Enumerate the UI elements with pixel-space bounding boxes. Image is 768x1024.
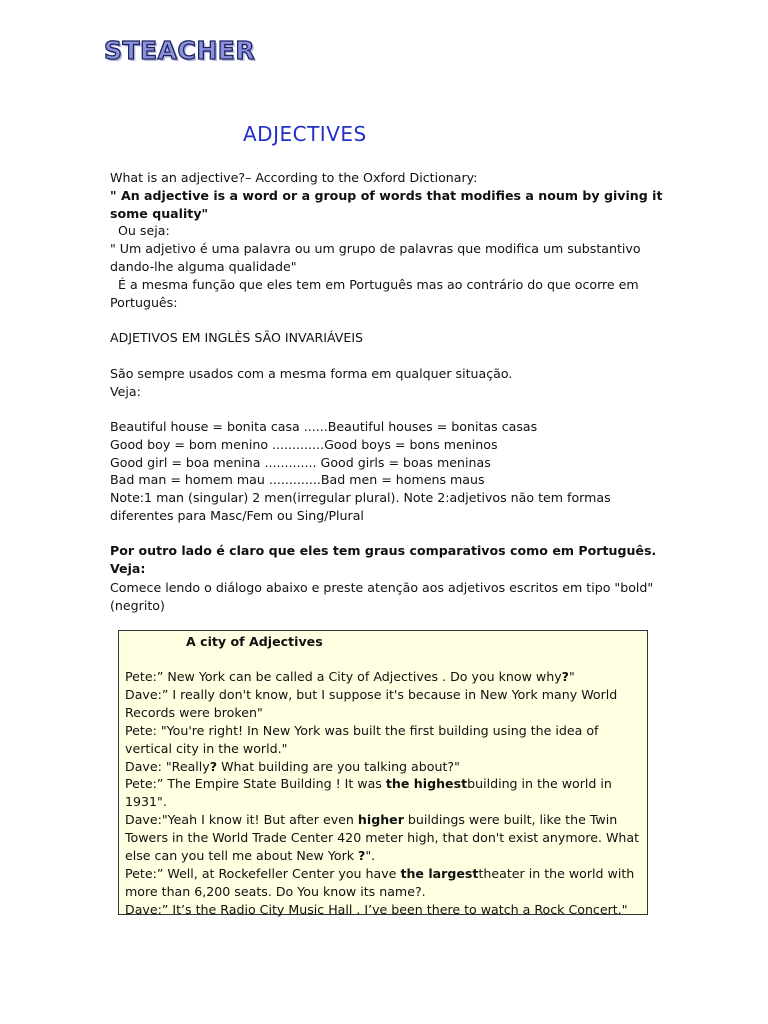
portuguese-definition: " Um adjetivo é uma palavra ou um grupo de palavras que modifica um substantivo dando-lhe alguma qualidade"	[110, 241, 645, 274]
same-function-text: É a mesma função que eles tem em Português mas ao contrário do que ocorre em Português:	[110, 276, 643, 310]
note-text: Note:1 man (singular) 2 men(irregular plural). Note 2:adjetivos não tem formas diferentes para Masc/Fem ou Sing/Plural	[110, 490, 615, 523]
page-title: ADJECTIVES	[243, 122, 367, 146]
invariable-heading: ADJETIVOS EM INGLÈS SÃO INVARIÁVEIS	[110, 330, 364, 345]
example-line: Good boy = bom menino .............Good boys = bons meninos	[110, 436, 498, 452]
always-used-text: São sempre usados com a mesma forma em qualquer situação.	[110, 366, 513, 381]
dialogue-lines	[125, 668, 644, 919]
usage-section	[110, 365, 670, 401]
dialogue-line: Dave:"Yeah I know it! But after even higher buildings were built, like the Twin Towers in the World Trade Center 420 meter high, that don't exist anymore. What else can you tell me about New York ?".	[125, 812, 644, 864]
veja-label: Veja:	[110, 383, 141, 399]
intro-section	[110, 169, 670, 311]
example-line: Beautiful house = bonita casa ......Beautiful houses = bonitas casas	[110, 419, 538, 434]
dialogue-line: Pete: "You're right! In New York was built the first building using the idea of vertical city in the world."	[125, 722, 603, 756]
example-line: Good girl = boa menina ............. Good girls = boas meninas	[110, 454, 491, 470]
dialogue-intro: Comece lendo o diálogo abaixo e preste atenção aos adjetivos escritos em tipo "bold"(negrito)	[110, 580, 654, 613]
dialogue-box	[118, 630, 648, 915]
dialogue-line: Dave: "Really? What building are you talking about?"	[125, 758, 460, 774]
dialogue-line: Pete:” Well, at Rockefeller Center you have the largesttheater in the world with more than 6,200 seats. Do You know its name?.	[125, 865, 639, 899]
adjective-question: What is an adjective?– According to the Oxford Dictionary:	[110, 170, 478, 185]
steacher-logo: STEACHER	[104, 36, 256, 65]
dialogue-line: Pete:” New York can be called a City of Adjectives . Do you know why?"	[125, 669, 575, 684]
ou-seja-label: Ou seja:	[110, 223, 170, 239]
dialogue-title: A city of Adjectives	[186, 634, 323, 649]
comparative-intro: Por outro lado é claro que eles tem graus comparativos como em Português. Veja:	[110, 543, 657, 576]
english-definition: " An adjective is a word or a group of words that modifies a noum by giving it some quality"	[110, 187, 667, 221]
dialogue-line: Dave:” I really don't know, but I suppose it's because in New York many World Records were broken"	[125, 686, 622, 720]
examples-section	[110, 418, 670, 525]
dialogue-line: Dave:” It’s the Radio City Music Hall . I’ve been there to watch a Rock Concert."	[125, 901, 628, 917]
example-line: Bad man = homem mau .............Bad men = homens maus	[110, 472, 485, 488]
dialogue-line: Pete:” The Empire State Building ! It was the highestbuilding in the world in 1931".	[125, 776, 616, 810]
